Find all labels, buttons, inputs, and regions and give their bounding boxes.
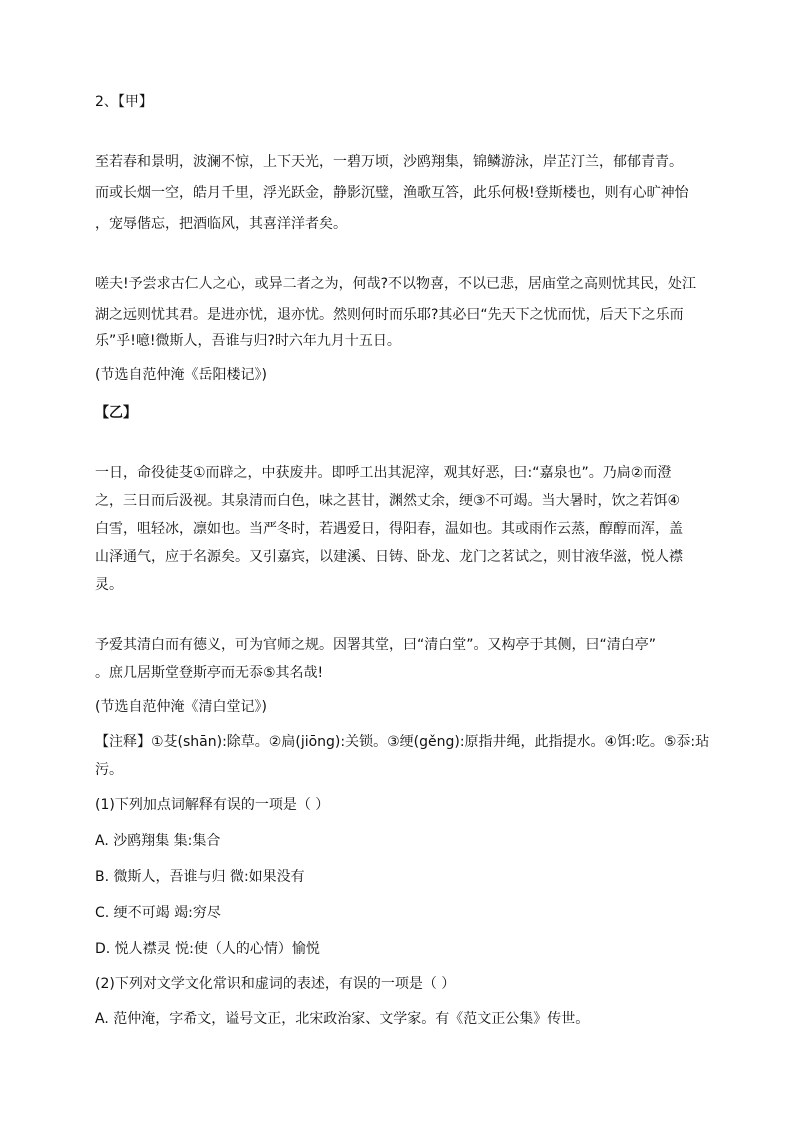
yi-paragraph-2-line-2: 。庶几居斯堂登斯亭而无忝⑤其名哉! [95,665,324,681]
yi-paragraph-1-line-3: 白雪，咀轻冰，凛如也。当严冬时，若遇爱日，得阳春，温如也。其或雨作云蒸，醇醇而浑，盖 [95,521,683,537]
question-title: 2、【甲】 [95,94,153,110]
yi-paragraph-1-line-5: 灵。 [95,577,123,593]
q2-option-a: A. 范仲淹，字希文，谥号文正，北宋政治家、文学家。有《范文正公集》传世。 [95,1011,590,1027]
notes-line-1: 【注释】①芟(shān):除草。②扃(jiōng):关锁。③绠(gěng):原指井绳，此指提水。④饵:吃。⑤忝:玷 [95,734,710,750]
q1-option-d: D. 悦人襟灵 悦:使（人的心情）愉悦 [95,941,320,957]
jia-paragraph-1-line-2: 而或长烟一空，皓月千里，浮光跃金，静影沉璧，渔歌互答，此乐何极!登斯楼也，则有心旷神怡 [95,185,689,201]
q1-stem: (1)下列加点词解释有误的一项是（ ） [95,797,330,813]
jia-paragraph-1-line-3: ，宠辱偕忘，把酒临风，其喜洋洋者矣。 [95,216,347,232]
jia-paragraph-2-line-3: 乐”乎!噫!微斯人，吾谁与归?时六年九月十五日。 [95,333,401,349]
q2-stem: (2)下列对文学文化常识和虚词的表述，有误的一项是（ ） [95,976,456,992]
yi-paragraph-1-line-2: 之，三日而后汲视。其泉清而白色，味之甚甘，渊然丈余，绠③不可竭。当大暑时，饮之若饵④ [95,493,681,509]
jia-paragraph-2-line-1: 嗟夫!予尝求古仁人之心，或异二者之为，何哉?不以物喜，不以已悲，居庙堂之高则忧其民，处江 [95,276,697,292]
yi-paragraph-2-line-1: 予爱其清白而有德义，可为官师之规。因署其堂，曰“清白堂”。又构亭于其侧，曰“清白亭” [95,637,657,653]
jia-source: (节选自范仲淹《岳阳楼记》) [95,367,267,383]
yi-source: (节选自范仲淹《清白堂记》) [95,699,267,715]
yi-paragraph-1-line-1: 一日，命役徒芟①而辟之，中获废井。即呼工出其泥滓，观其好恶，曰:“嘉泉也”。乃扃②而澄 [95,465,672,481]
yi-label: 【乙】 [95,405,137,421]
q1-option-b: B. 微斯人，吾谁与归 微:如果没有 [95,869,305,885]
q1-option-c: C. 绠不可竭 竭:穷尽 [95,905,221,921]
q1-option-a: A. 沙鸥翔集 集:集合 [95,833,221,849]
jia-paragraph-1-line-1: 至若春和景明，波澜不惊，上下天光，一碧万顷，沙鸥翔集，锦鳞游泳，岸芷汀兰，郁郁青青。 [95,154,683,170]
notes-line-2: 污。 [95,762,123,778]
yi-paragraph-1-line-4: 山泽通气，应于名源矣。又引嘉宾，以建溪、日铸、卧龙、龙门之茗试之，则甘液华滋，悦人襟 [95,549,683,565]
jia-paragraph-2-line-2: 湖之远则忧其君。是进亦忧，退亦忧。然则何时而乐耶?其必曰“先天下之忧而忧，后天下之乐而 [95,307,684,323]
